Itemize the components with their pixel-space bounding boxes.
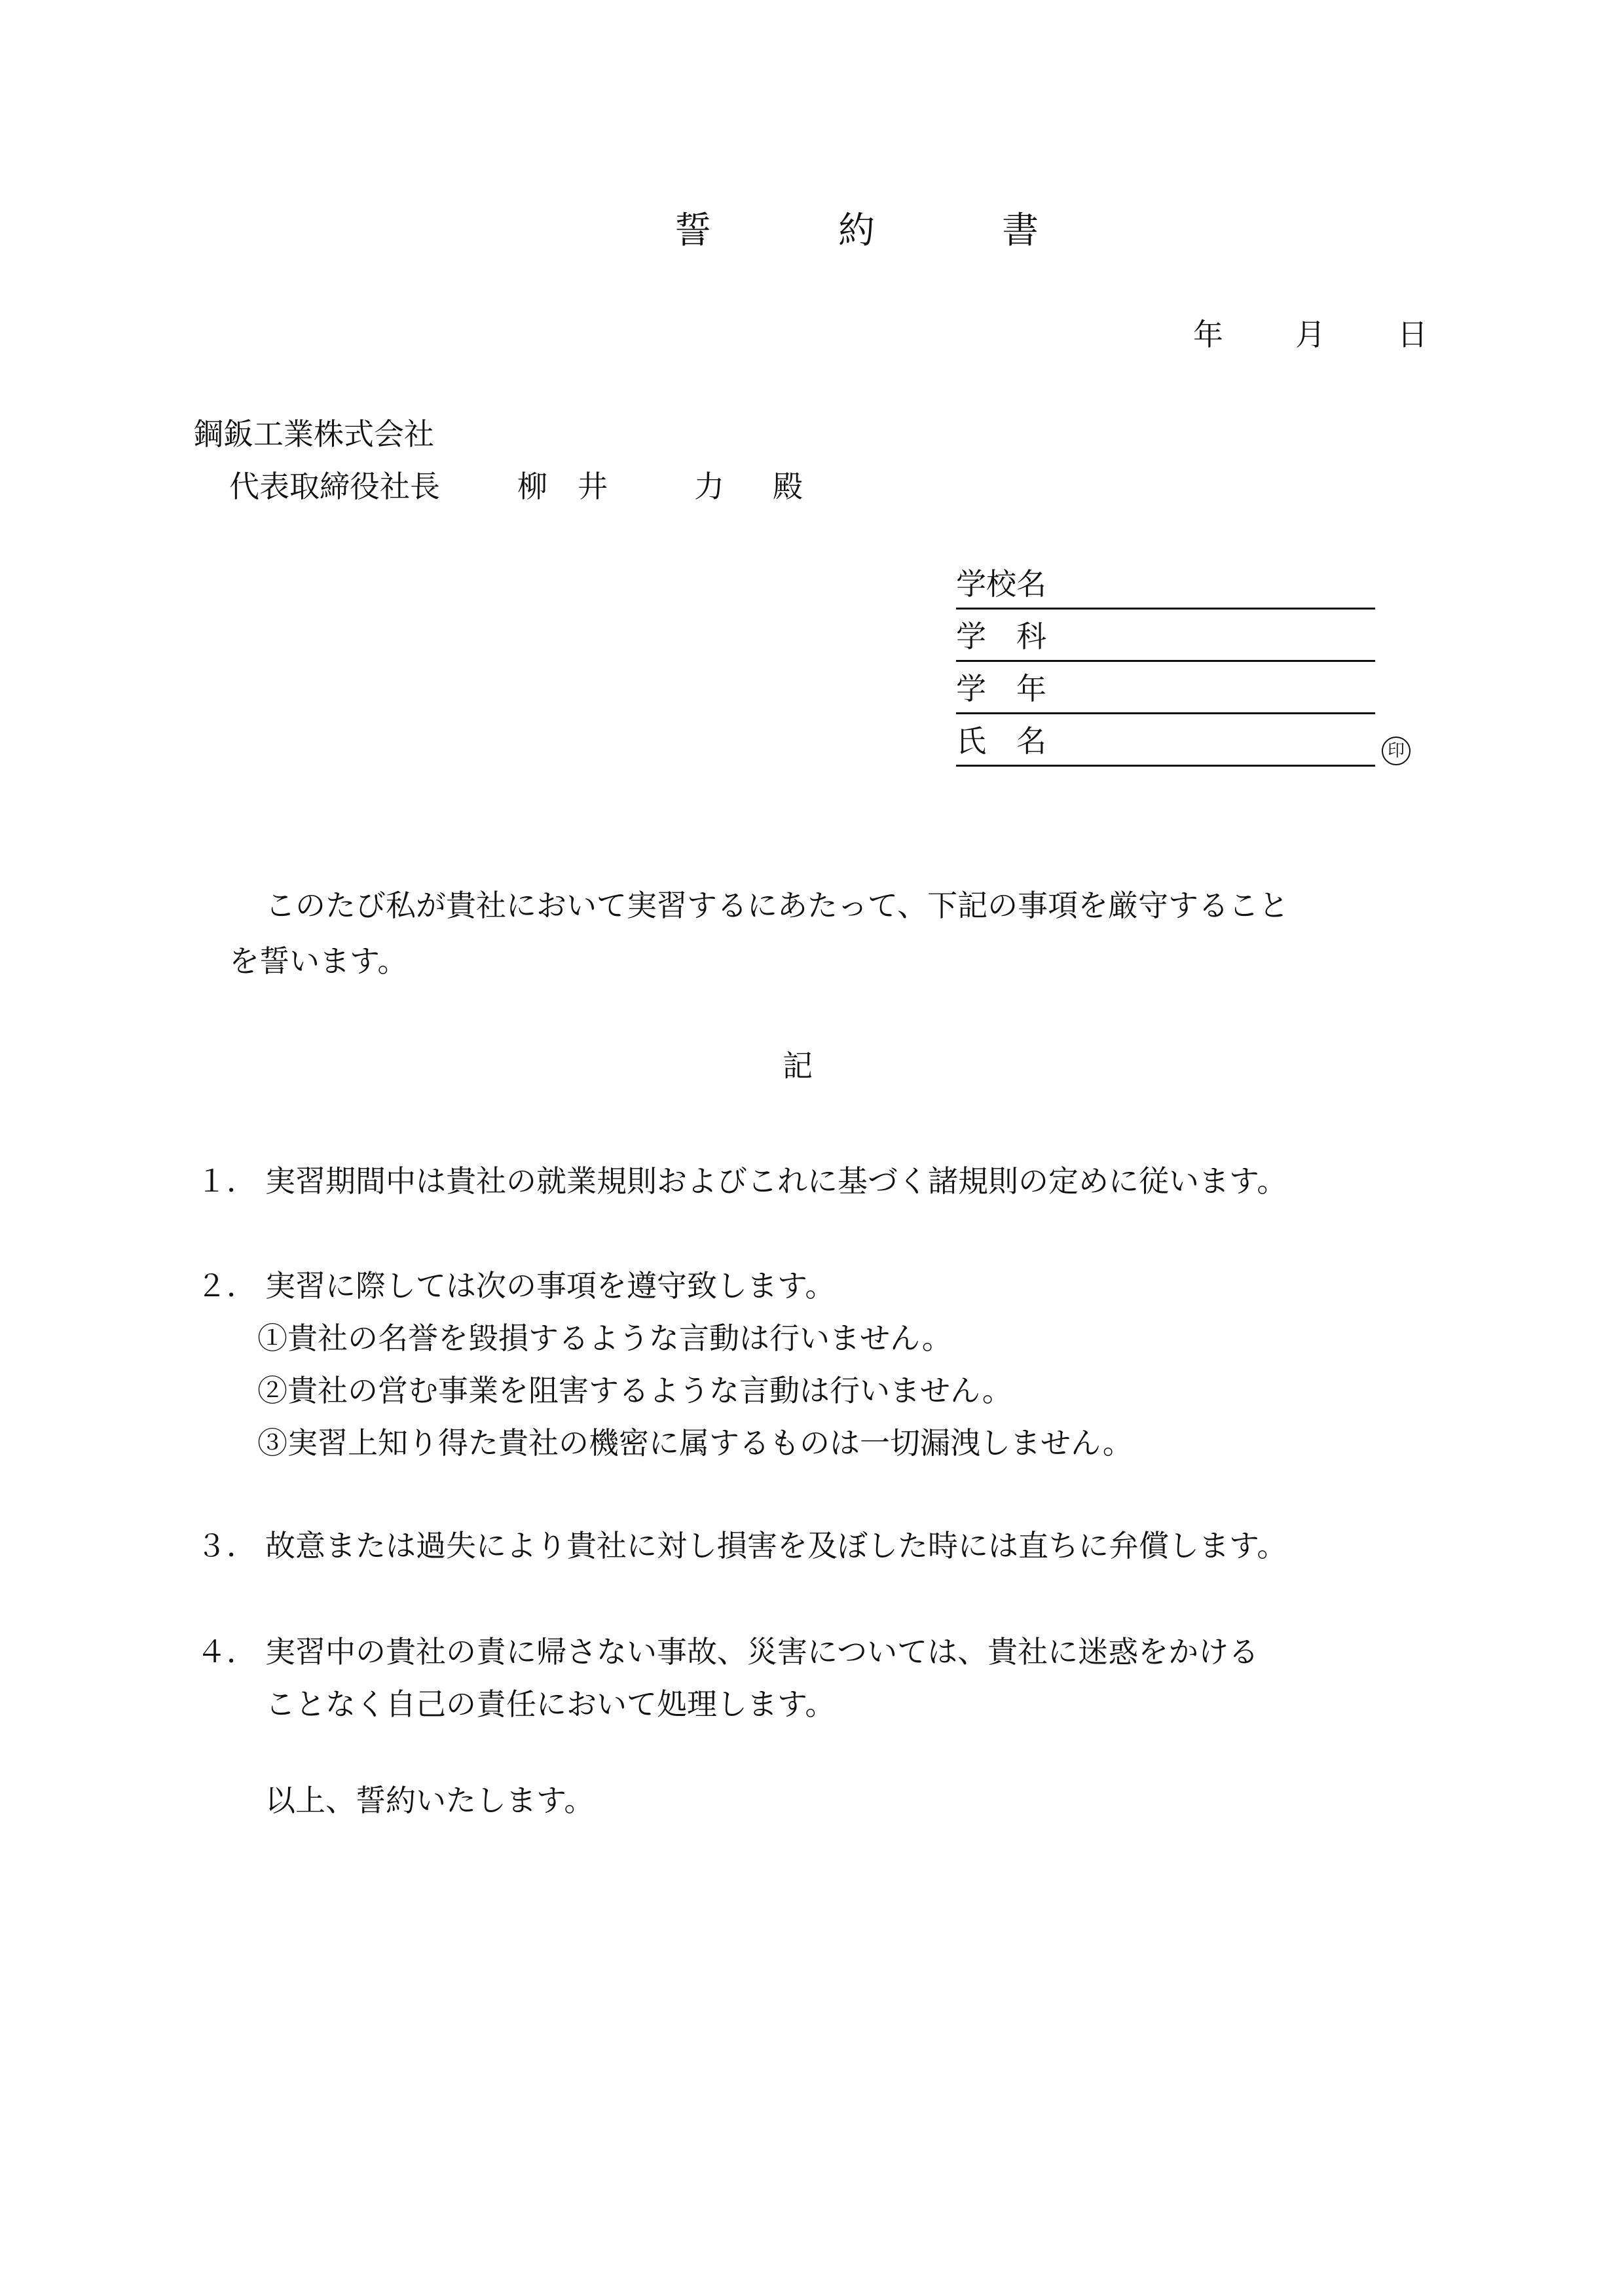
item-text: 実習期間中は貴社の就業規則およびこれに基づく諸規則の定めに従います。 bbox=[265, 1163, 1287, 1199]
sub-item-text: ②貴社の営む事業を阻害するような言動は行いません。 bbox=[257, 1373, 1012, 1408]
closing-statement: 以上、誓約いたします。 bbox=[265, 1783, 595, 1818]
intro-line: を誓います。 bbox=[229, 943, 408, 979]
title-char: 約 bbox=[838, 210, 875, 252]
title-char: 誓 bbox=[674, 210, 711, 252]
student-name-field[interactable] bbox=[956, 721, 1375, 767]
date-year: 年 bbox=[1193, 317, 1223, 352]
item-text: 実習に際しては次の事項を遵守致します。 bbox=[265, 1268, 836, 1303]
item-text: 実習中の貴社の責に帰さない事故、災害については、貴社に迷惑をかける bbox=[265, 1634, 1259, 1669]
intro-line: このたび私が貴社において実習するにあたって、下記の事項を厳守すること bbox=[265, 888, 1289, 923]
date-day: 日 bbox=[1397, 317, 1428, 352]
sub-item-text: ①貴社の名誉を毀損するような言動は行いません。 bbox=[257, 1321, 952, 1356]
field-label: 氏 名 bbox=[956, 723, 1046, 759]
item-text: 故意または過失により貴社に対し損害を及ぼした時には直ちに弁償します。 bbox=[265, 1528, 1287, 1563]
field-label: 学校名 bbox=[956, 566, 1046, 602]
item-text: ことなく自己の責任において処理します。 bbox=[265, 1686, 836, 1722]
item-number: ２． bbox=[196, 1268, 257, 1303]
item-number: ３． bbox=[196, 1528, 257, 1563]
seal-mark-icon: 印 bbox=[1382, 737, 1411, 765]
title-char: 書 bbox=[1002, 210, 1039, 252]
representative-given-name: 力 bbox=[694, 469, 724, 504]
honorific: 殿 bbox=[773, 469, 803, 504]
addressee-company: 鋼鈑工業株式会社 bbox=[193, 416, 434, 452]
ki-heading: 記 bbox=[783, 1048, 813, 1084]
field-label: 学 年 bbox=[956, 671, 1046, 706]
department-field[interactable] bbox=[956, 617, 1375, 662]
date-month: 月 bbox=[1295, 317, 1325, 352]
representative-title: 代表取締役社長 bbox=[229, 469, 440, 504]
grade-field[interactable] bbox=[956, 669, 1375, 714]
school-name-field[interactable] bbox=[956, 564, 1375, 610]
field-label: 学 科 bbox=[956, 619, 1046, 654]
item-number: １． bbox=[196, 1163, 257, 1199]
sub-item-text: ③実習上知り得た貴社の機密に属するものは一切漏洩しません。 bbox=[257, 1425, 1133, 1461]
item-number: ４． bbox=[196, 1634, 257, 1669]
representative-surname: 柳 井 bbox=[517, 469, 608, 504]
